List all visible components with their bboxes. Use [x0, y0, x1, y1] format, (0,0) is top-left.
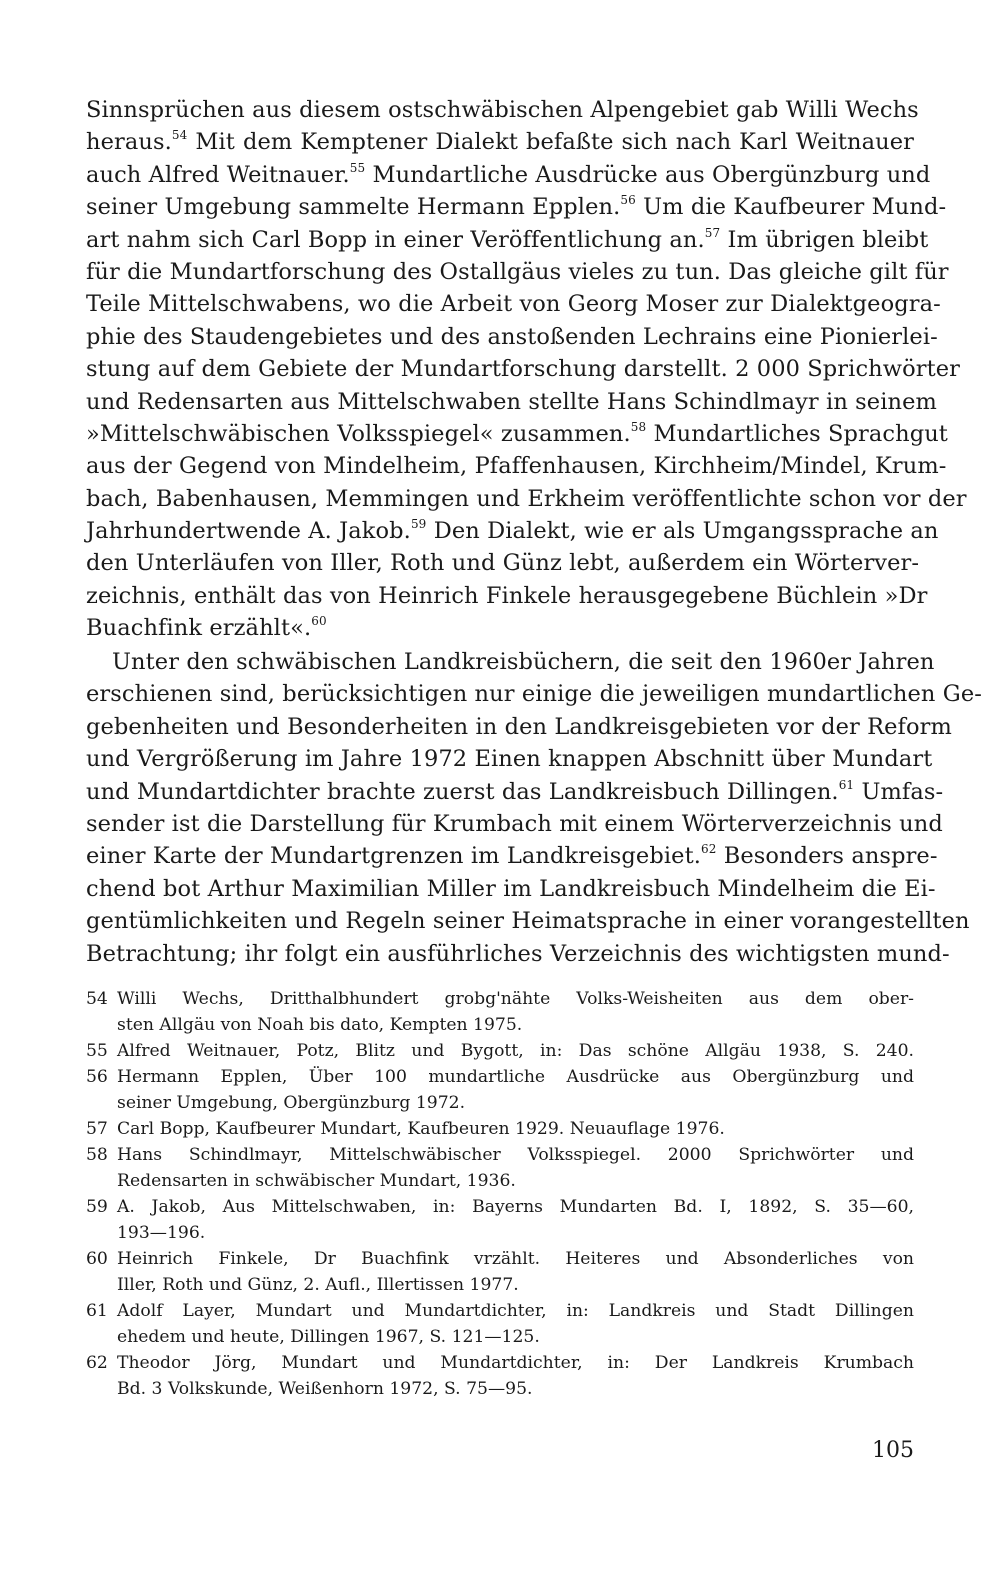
footnote-57: [86, 1116, 914, 1142]
text-line: stung auf dem Gebiete der Mundartforschung darstellt. 2 000 Sprichwörter: [86, 356, 961, 383]
text-line: Buachfink erzählt«.$^{60}$: [86, 614, 327, 642]
footnote-55: [86, 1038, 914, 1064]
footnote-line: Iller, Roth und Günz, 2. Aufl., Illertissen 1977.: [117, 1275, 519, 1295]
text-line: heraus.$^{54}$ Mit dem Kemptener Dialekt befaßte sich nach Karl Weitnauer: [86, 128, 914, 156]
text-line: den Unterläufen von Iller, Roth und Günz lebt, außerdem ein Wörterver-: [86, 550, 920, 577]
footnote-number: 55: [86, 1041, 108, 1061]
footnote-60: [86, 1246, 914, 1298]
footnote-ref[interactable]: 61: [838, 777, 855, 792]
footnote-line: Alfred Weitnauer, Potz, Blitz und Bygott, in: Das schöne Allgäu 1938, S. 240.: [117, 1041, 914, 1061]
paragraph-2: [86, 646, 982, 970]
footnote-ref[interactable]: 56: [620, 193, 636, 208]
footnote-number: 56: [86, 1067, 108, 1087]
footnote-line: seiner Umgebung, Obergünzburg 1972.: [117, 1093, 466, 1113]
text-line: Unter den schwäbischen Landkreisbüchern, die seit den 1960er Jahren: [112, 649, 935, 675]
footnotes: [86, 986, 914, 1402]
text-line: bach, Babenhausen, Memmingen und Erkheim veröffentlichte schon vor der: [86, 485, 967, 512]
text-line: chend bot Arthur Maximilian Miller im Landkreisbuch Mindelheim die Ei-: [86, 875, 936, 902]
text-line: Jahrhundertwende A. Jakob.$^{59}$ Den Dialekt, wie er als Umgangssprache an: [86, 517, 939, 545]
footnote-line: Hermann Epplen, Über 100 mundartliche Ausdrücke aus Obergünzburg und: [117, 1067, 914, 1087]
footnote-ref[interactable]: 58: [630, 419, 647, 434]
footnote-56: [86, 1064, 914, 1116]
footnote-number: 61: [86, 1301, 108, 1321]
text-line: seiner Umgebung sammelte Hermann Epplen.$^{56}$ Um die Kaufbeurer Mund-: [86, 193, 947, 221]
text-line: und Redensarten aus Mittelschwaben stellte Hans Schindlmayr in seinem: [86, 388, 937, 415]
text-line: phie des Staudengebietes und des anstoßenden Lechrains eine Pionierlei-: [86, 323, 938, 350]
footnote-58: [86, 1142, 914, 1194]
text-line: erschienen sind, berücksichtigen nur einige die jeweiligen mundartlichen Ge-: [86, 681, 982, 708]
footnote-number: 58: [86, 1145, 108, 1165]
footnote-line: Theodor Jörg, Mundart und Mundartdichter, in: Der Landkreis Krumbach: [117, 1353, 914, 1373]
text-line: Sinnsprüchen aus diesem ostschwäbischen Alpengebiet gab Willi Wechs: [86, 97, 919, 123]
text-line: aus der Gegend von Mindelheim, Pfaffenhausen, Kirchheim/Mindel, Krum-: [86, 453, 947, 480]
text-line: und Mundartdichter brachte zuerst das Landkreisbuch Dillingen.$^{61}$ Umfas-: [86, 777, 944, 805]
footnote-ref[interactable]: 62: [700, 842, 717, 857]
text-line: gebenheiten und Besonderheiten in den Landkreisgebieten vor der Reform: [86, 713, 952, 740]
footnote-ref[interactable]: 54: [171, 128, 188, 143]
text-line: für die Mundartforschung des Ostallgäus vieles zu tun. Das gleiche gilt für: [86, 258, 949, 285]
footnote-ref[interactable]: 55: [349, 160, 366, 175]
footnote-line: Willi Wechs, Dritthalbhundert grobg'nähte Volks-Weisheiten aus dem ober-: [117, 989, 914, 1009]
footnote-line: 193—196.: [117, 1223, 206, 1243]
footnote-ref[interactable]: 60: [311, 614, 327, 629]
footnote-line: Heinrich Finkele, Dr Buachfink vrzählt. Heiteres und Absonderliches von: [117, 1249, 914, 1269]
footnote-line: sten Allgäu von Noah bis dato, Kempten 1975.: [117, 1015, 523, 1035]
page-number: 105: [872, 1438, 914, 1463]
footnote-line: Carl Bopp, Kaufbeurer Mundart, Kaufbeuren 1929. Neuauflage 1976.: [117, 1119, 725, 1139]
text-line: und Vergrößerung im Jahre 1972 Einen knappen Abschnitt über Mundart: [86, 746, 933, 773]
footnote-line: Hans Schindlmayr, Mittelschwäbischer Volksspiegel. 2000 Sprichwörter und: [117, 1145, 914, 1165]
footnote-number: 59: [86, 1197, 108, 1217]
footnote-number: 62: [86, 1353, 108, 1373]
text-line: einer Karte der Mundartgrenzen im Landkreisgebiet.$^{62}$ Besonders anspre-: [86, 842, 938, 870]
footnote-line: ehedem und heute, Dillingen 1967, S. 121—125.: [117, 1327, 540, 1347]
footnote-ref[interactable]: 57: [704, 225, 721, 240]
footnote-54: [86, 986, 914, 1038]
text-line: zeichnis, enthält das von Heinrich Finkele herausgegebene Büchlein »Dr: [86, 582, 928, 609]
text-line: auch Alfred Weitnauer.$^{55}$ Mundartliche Ausdrücke aus Obergünzburg und: [86, 160, 931, 188]
footnote-number: 60: [86, 1249, 108, 1269]
footnote-59: [86, 1194, 914, 1246]
footnote-line: Redensarten in schwäbischer Mundart, 1936.: [117, 1171, 516, 1191]
footnote-61: [86, 1298, 914, 1350]
text-line: »Mittelschwäbischen Volksspiegel« zusammen.$^{58}$ Mundartliches Sprachgut: [86, 419, 948, 447]
footnote-ref[interactable]: 59: [410, 517, 427, 532]
paragraph-1: [86, 94, 967, 645]
text-line: gentümlichkeiten und Regeln seiner Heimatsprache in einer vorangestellten: [86, 908, 970, 935]
footnote-line: Bd. 3 Volkskunde, Weißenhorn 1972, S. 75—95.: [117, 1379, 533, 1399]
text-line: Betrachtung; ihr folgt ein ausführliches Verzeichnis des wichtigsten mund-: [86, 940, 950, 967]
text-line: art nahm sich Carl Bopp in einer Veröffentlichung an.$^{57}$ Im übrigen bleibt: [86, 225, 929, 253]
footnote-line: A. Jakob, Aus Mittelschwaben, in: Bayerns Mundarten Bd. I, 1892, S. 35—60,: [117, 1197, 914, 1217]
footnote-number: 54: [86, 989, 108, 1009]
text-line: sender ist die Darstellung für Krumbach mit einem Wörterverzeichnis und: [86, 810, 943, 837]
footnote-62: [86, 1350, 914, 1402]
footnote-line: Adolf Layer, Mundart und Mundartdichter, in: Landkreis und Stadt Dillingen: [117, 1301, 914, 1321]
text-line: Teile Mittelschwabens, wo die Arbeit von Georg Moser zur Dialektgeogra-: [86, 291, 941, 318]
footnote-number: 57: [86, 1119, 108, 1139]
